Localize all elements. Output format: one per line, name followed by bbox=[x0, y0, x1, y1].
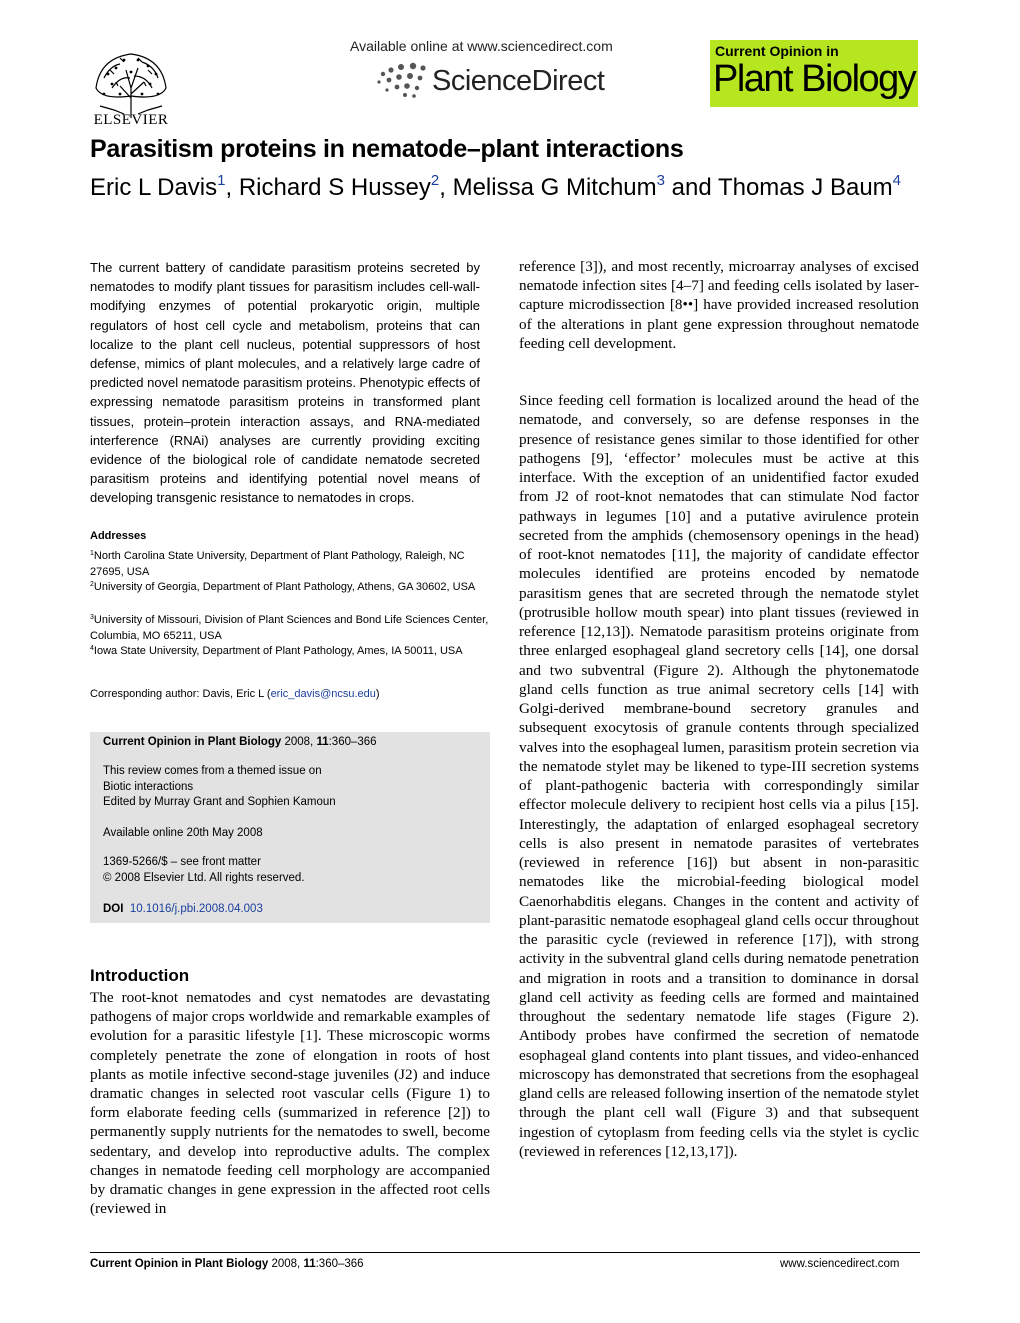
address-text: North Carolina State University, Department of Plant Pathology, Raleigh, NC 27695, USA bbox=[90, 550, 465, 578]
info-issn: 1369-5266/$ – see front matter bbox=[103, 856, 261, 868]
footer-url[interactable]: www.sciencedirect.com bbox=[780, 1258, 900, 1270]
info-theme-line3: Edited by Murray Grant and Sophien Kamoun bbox=[103, 796, 336, 808]
info-volume: 11 bbox=[316, 736, 329, 748]
journal-logo-large: Plant Biology bbox=[713, 58, 916, 100]
addresses-heading: Addresses bbox=[90, 530, 147, 542]
author-name: Melissa G Mitchum bbox=[452, 174, 657, 201]
info-theme-line1: This review comes from a themed issue on bbox=[103, 765, 322, 777]
address-text: Iowa State University, Department of Plant Pathology, Ames, IA 50011, USA bbox=[93, 645, 463, 657]
publisher-name: ELSEVIER bbox=[93, 112, 169, 128]
author-name: Thomas J Baum bbox=[717, 174, 893, 201]
corresponding-email-link[interactable]: eric_davis@ncsu.edu bbox=[270, 688, 376, 700]
author-name: Richard S Hussey bbox=[238, 174, 431, 201]
footer-volume: 11 bbox=[303, 1258, 316, 1270]
author-separator: and bbox=[664, 174, 718, 201]
info-theme-line2: Biotic interactions bbox=[103, 781, 194, 793]
available-online-text: Available online at www.sciencedirect.com bbox=[350, 38, 613, 54]
info-copyright: © 2008 Elsevier Ltd. All rights reserved. bbox=[103, 872, 305, 884]
footer-citation bbox=[90, 1258, 364, 1270]
info-citation bbox=[103, 735, 377, 751]
address-sup: 4 bbox=[90, 645, 94, 652]
article-title: Parasitism proteins in nematode–plant interactions bbox=[90, 135, 684, 163]
footer-rule bbox=[90, 1252, 920, 1253]
footer-pages: :360–366 bbox=[315, 1258, 364, 1270]
address-sup: 3 bbox=[90, 614, 94, 621]
address-text: University of Georgia, Department of Plant Pathology, Athens, GA 30602, USA bbox=[93, 581, 476, 593]
body-paragraph-1: reference [3]), and most recently, microarray analyses of excised nematode infection sites [4–7] and feeding cells isolated by laser-capture microdissection [8••] have provided increased resolution of the alterations in plant gene expression throughout nematode feeding cell development. bbox=[519, 258, 919, 352]
address-4 bbox=[90, 641, 490, 660]
info-doi-label: DOI bbox=[103, 903, 124, 915]
corresponding-label: Corresponding author: Davis, Eric L ( bbox=[90, 688, 271, 700]
author-separator: , bbox=[439, 174, 453, 201]
address-2 bbox=[90, 577, 490, 596]
introduction-heading: Introduction bbox=[90, 966, 190, 985]
author-affiliation[interactable]: 4 bbox=[892, 172, 902, 189]
introduction-text: The root-knot nematodes and cyst nematodes are devastating pathogens of major crops worldwide and remarkable examples of evolution for a parasitic lifestyle [1]. These microscopic worms completely penetrate the zone of elongation in roots of host plants as motile infective second-stage juveniles (J2) and induce dramatic changes in selected root vascular cells (Figure 1) to form elaborate feeding cells (summarized in reference [2]) to permanently supply nutrients for the nematodes to swell, become sedentary, and develop into reproductive adults. The complex changes in nematode feeding cell morphology are accompanied by dramatic changes in gene expression in the affected root cells (reviewed in bbox=[90, 989, 490, 1218]
address-text: University of Missouri, Division of Plant Sciences and Bond Life Sciences Center, Columbia, MO 65211, USA bbox=[90, 614, 489, 642]
address-1 bbox=[90, 546, 490, 580]
author-separator: , bbox=[225, 174, 239, 201]
abstract: The current battery of candidate parasitism proteins secreted by nematodes to modify plant tissues for parasitism includes cell-wall-modifying enzymes of potential prokaryotic origin, multiple regulators of host cell cycle and metabolism, proteins that can localize to the plant cell nucleus, potential suppressors of host defense, mimics of plant molecules, and a relatively large cadre of predicted novel nematode parasitism proteins. Phenotypic effects of expressing nematode parasitism proteins in transformed plant tissues, protein–protein interaction assays, and RNA-mediated interference (RNAi) analyses are currently providing exciting evidence of the biological role of candidate nematode secreted parasitism proteins and identifying potential novel means of developing transgenic resistance to nematodes in crops. bbox=[90, 260, 480, 506]
sciencedirect-wordmark: ScienceDirect bbox=[432, 65, 605, 97]
address-3 bbox=[90, 610, 490, 644]
info-year: 2008, bbox=[284, 736, 314, 748]
corresponding-close: ) bbox=[375, 688, 380, 700]
body-paragraph-2: Since feeding cell formation is localized around the head of the nematode, and conversely, so are defense responses in the presence of resistance genes similar to those identified for other pathogens [9], ‘effector’ molecules must be active at this interface. With the exception of an unidentified factor exuded from J2 of root-knot nematodes that can stimulate Nod factor pathways in legumes [10] and a putative avirulence protein secreted from the amphids (chemosensory openings in the head) of root-knot nematodes [11], the majority of candidate effector molecules identified are proteins encoded by nematode parasitism genes that are secreted through the nematode stylet (protrusible hollow mouth spear) into plant tissues (reviewed in reference [12,13]). Nematode parasitism proteins originate from three enlarged esophageal gland secretory cells [14], one dorsal and two subventral (Figure 2). Although the phytonematode gland cells function as true animal secretory cells [14] with Golgi-derived membrane-bound secretory granules and subsequent exocytosis of granule contents through specialized valves into the esophageal lumen, parasitism protein secretion via the nematode stylet may be likened to type-III secretion systems of plant-pathogenic bacteria with correspondingly similar effector molecule delivery to recipient host cells via a pilus [15]. Interestingly, the adaptation of enlarged esophageal secretory cells is also present in nematode parasites of vertebrates (reviewed in reference [16]) but absent in non-parasitic nematodes like the microbial-feeding biological model Caenorhabditis elegans. Changes in the content and activity of plant-parasitic nematode esophageal gland cells occur throughout the parasitic cycle (reviewed in reference [17]), with strong activity in the subventral gland cells during nematode penetration and migration in roots and a transition to dominance in dorsal gland cell activity as feeding cells are formed and maintained throughout the sedentary nematode life stages (Figure 2). Antibody probes have confirmed the secretion of nematode esophageal gland contents into plant tissues, and video-enhanced microscopy has demonstrated that secretions from the esophageal gland cells are released following insertion of the nematode stylet through the plant cell wall (Figure 3) and that subsequent ingestion of cytoplasm from feeding cells via the stylet is cyclic (reviewed in references [12,13,17]). bbox=[519, 392, 919, 1160]
author-affiliation[interactable]: 3 bbox=[656, 172, 665, 189]
address-sup: 1 bbox=[90, 550, 94, 557]
journal-logo-small: Current Opinion in bbox=[715, 43, 839, 59]
info-pages: :360–366 bbox=[328, 736, 377, 748]
corresponding-author bbox=[90, 688, 380, 700]
author-affiliation[interactable]: 1 bbox=[217, 172, 226, 189]
author-name: Eric L Davis bbox=[90, 174, 218, 201]
info-doi bbox=[103, 902, 263, 918]
info-available: Available online 20th May 2008 bbox=[103, 827, 263, 839]
footer-year: 2008, bbox=[271, 1258, 304, 1270]
address-sup: 2 bbox=[90, 581, 94, 588]
author-affiliation[interactable]: 2 bbox=[430, 172, 440, 189]
doi-link[interactable]: 10.1016/j.pbi.2008.04.003 bbox=[129, 903, 263, 915]
author-list bbox=[90, 166, 920, 203]
info-journal: Current Opinion in Plant Biology bbox=[103, 736, 282, 748]
footer-journal: Current Opinion in Plant Biology bbox=[90, 1258, 269, 1270]
